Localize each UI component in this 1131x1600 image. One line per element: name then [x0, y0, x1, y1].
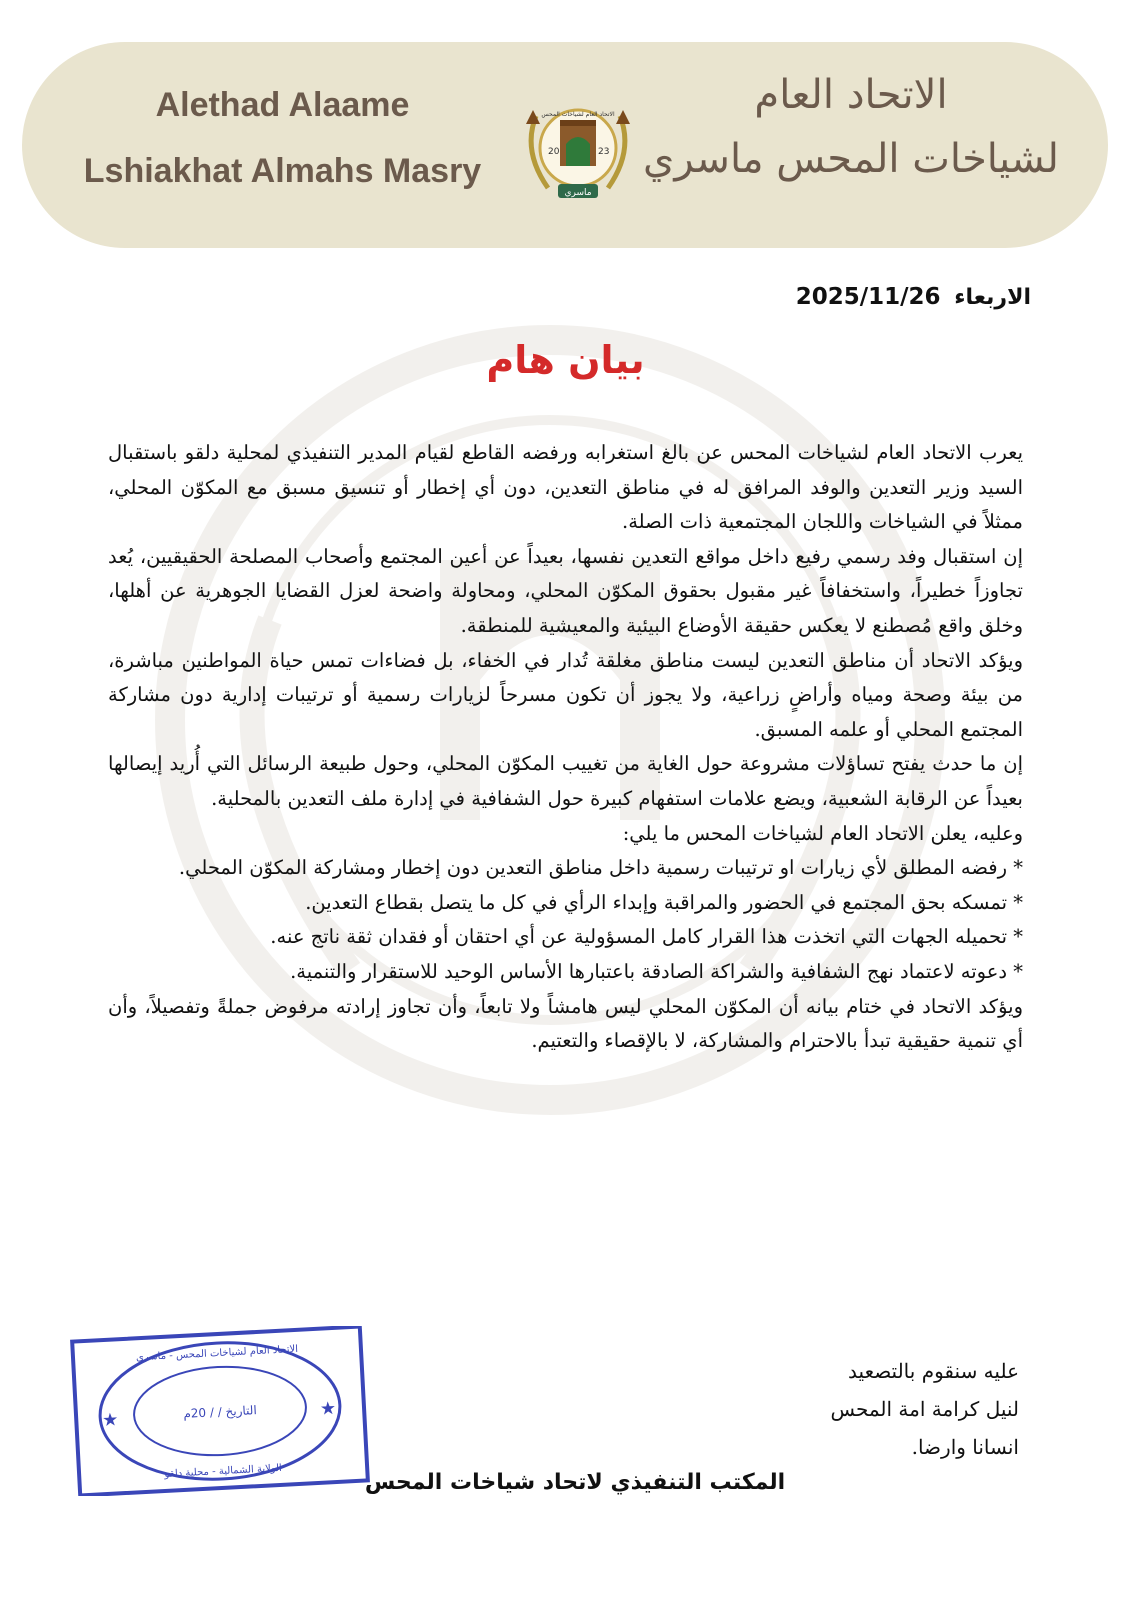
- logo-year-left: 20: [548, 147, 560, 157]
- body-paragraph: وعليه، يعلن الاتحاد العام لشياخات المحس ما يلي:: [622, 821, 1023, 845]
- closing-line: لنيل كرامة امة المحس: [830, 1397, 1019, 1421]
- stamp-star-icon: ★: [101, 1409, 119, 1432]
- signature-line: المكتب التنفيذي لاتحاد شياخات المحس: [364, 1470, 786, 1495]
- closing-line: انسانا وارضا.: [911, 1435, 1019, 1459]
- union-logo: [508, 96, 648, 206]
- logo-bottom-text: ماسري: [564, 188, 592, 198]
- stamp-date-text: التاريخ / / 20م: [183, 1403, 258, 1421]
- logo-year-right: 23: [598, 147, 610, 157]
- stamp-bottom-text: الولاية الشمالية - محلية دلقو: [164, 1462, 283, 1480]
- statement-headline: بيان هام: [486, 338, 645, 382]
- date-day: الاربعاء: [954, 285, 1031, 310]
- header-arabic-line1: الاتحاد العام: [754, 72, 948, 118]
- demand-item: * تمسكه بحق المجتمع في الحضور والمراقبة وإبداء الرأي في كل ما يتصل بقطاع التعدين.: [305, 890, 1023, 914]
- body-paragraph: إن استقبال وفد رسمي رفيع داخل مواقع التعدين نفسها، بعيداً عن أعين المجتمع وأصحاب المصلحة الحقيقيين، يُعد تجاوزاً خطيراً، واستخفافاً غير مقبول بحقوق المكوّن المحلي، ومحاولة واضحة لعزل القضايا الجوهرية عن أهلها، وخلق واقع مُصطنع لا يعكس حقيقة الأوضاع البيئية والمعيشية للمنطقة.: [108, 544, 1023, 637]
- body-conclusion: ويؤكد الاتحاد في ختام بيانه أن المكوّن المحلي ليس هامشاً ولا تابعاً، وأن تجاوز إرادته مرفوض جملةً وتفصيلاً، وأن أي تنمية حقيقية تبدأ بالاحترام والمشاركة، لا بالإقصاء والتعتيم.: [108, 994, 1023, 1053]
- official-stamp: [70, 1326, 370, 1496]
- demand-item: * دعوته لاعتماد نهج الشفافية والشراكة الصادقة باعتبارها الأساس الوحيد للاستقرار والتنمية.: [290, 959, 1023, 983]
- closing-line: عليه سنقوم بالتصعيد: [848, 1359, 1019, 1383]
- logo-arc-text: الاتحاد العام لشياخات المحس: [541, 111, 615, 118]
- stamp-arc-text: الاتحاد العام لشياخات المحس - ماسري: [135, 1343, 299, 1364]
- demand-item: * تحميله الجهات التي اتخذت هذا القرار كامل المسؤولية عن أي احتقان أو فقدان ثقة ناتج عنه.: [270, 925, 1023, 949]
- demand-item: * رفضه المطلق لأي زيارات او ترتيبات رسمية داخل مناطق التعدين دون إخطار ومشاركة المكوّن المحلي.: [178, 856, 1023, 880]
- header-arabic-line2: لشياخات المحس ماسري: [643, 136, 1059, 182]
- header-latin-name: [60, 72, 505, 204]
- statement-body: [108, 436, 1023, 1059]
- stamp-star-icon: ★: [319, 1397, 337, 1420]
- demands-list: [108, 851, 1023, 989]
- body-paragraph: إن ما حدث يفتح تساؤلات مشروعة حول الغاية من تغييب المكوّن المحلي، وحول طبيعة الرسائل التي أُريد إيصالها بعيداً عن الرقابة الشعبية، ويضع علامات استفهام كبيرة حول الشفافية في إدارة ملف التعدين بالمحلية.: [108, 752, 1023, 810]
- body-paragraph: ويؤكد الاتحاد أن مناطق التعدين ليست مناطق مغلقة تُدار في الخفاء، بل فضاءات تمس حياة المواطنين مباشرة، من بيئة وصحة ومياه وأراضٍ زراعية، ولا يجوز أن تكون مسرحاً لزيارات رسمية أو ترتيبات إدارية دون مشاركة المجتمع المحلي أو علمه المسبق.: [108, 648, 1023, 741]
- header-arabic-name: [641, 66, 1061, 194]
- header-latin-line1: Alethad Alaame: [155, 86, 410, 124]
- statement-date: [796, 284, 1031, 310]
- closing-lines: [699, 1352, 1019, 1466]
- date-value: 2025/11/26: [795, 284, 941, 310]
- body-paragraph: يعرب الاتحاد العام لشياخات المحس عن بالغ استغرابه ورفضه القاطع لقيام المدير التنفيذي لمحلية دلقو باستقبال السيد وزير التعدين والوفد المرافق له في مناطق التعدين، دون أي إخطار أو تنسيق مسبق مع المكوّن المحلي، ممثلاً في الشياخات واللجان المجتمعية ذات الصلة.: [108, 441, 1023, 534]
- header-latin-line2: Lshiakhat Almahs Masry: [83, 152, 482, 190]
